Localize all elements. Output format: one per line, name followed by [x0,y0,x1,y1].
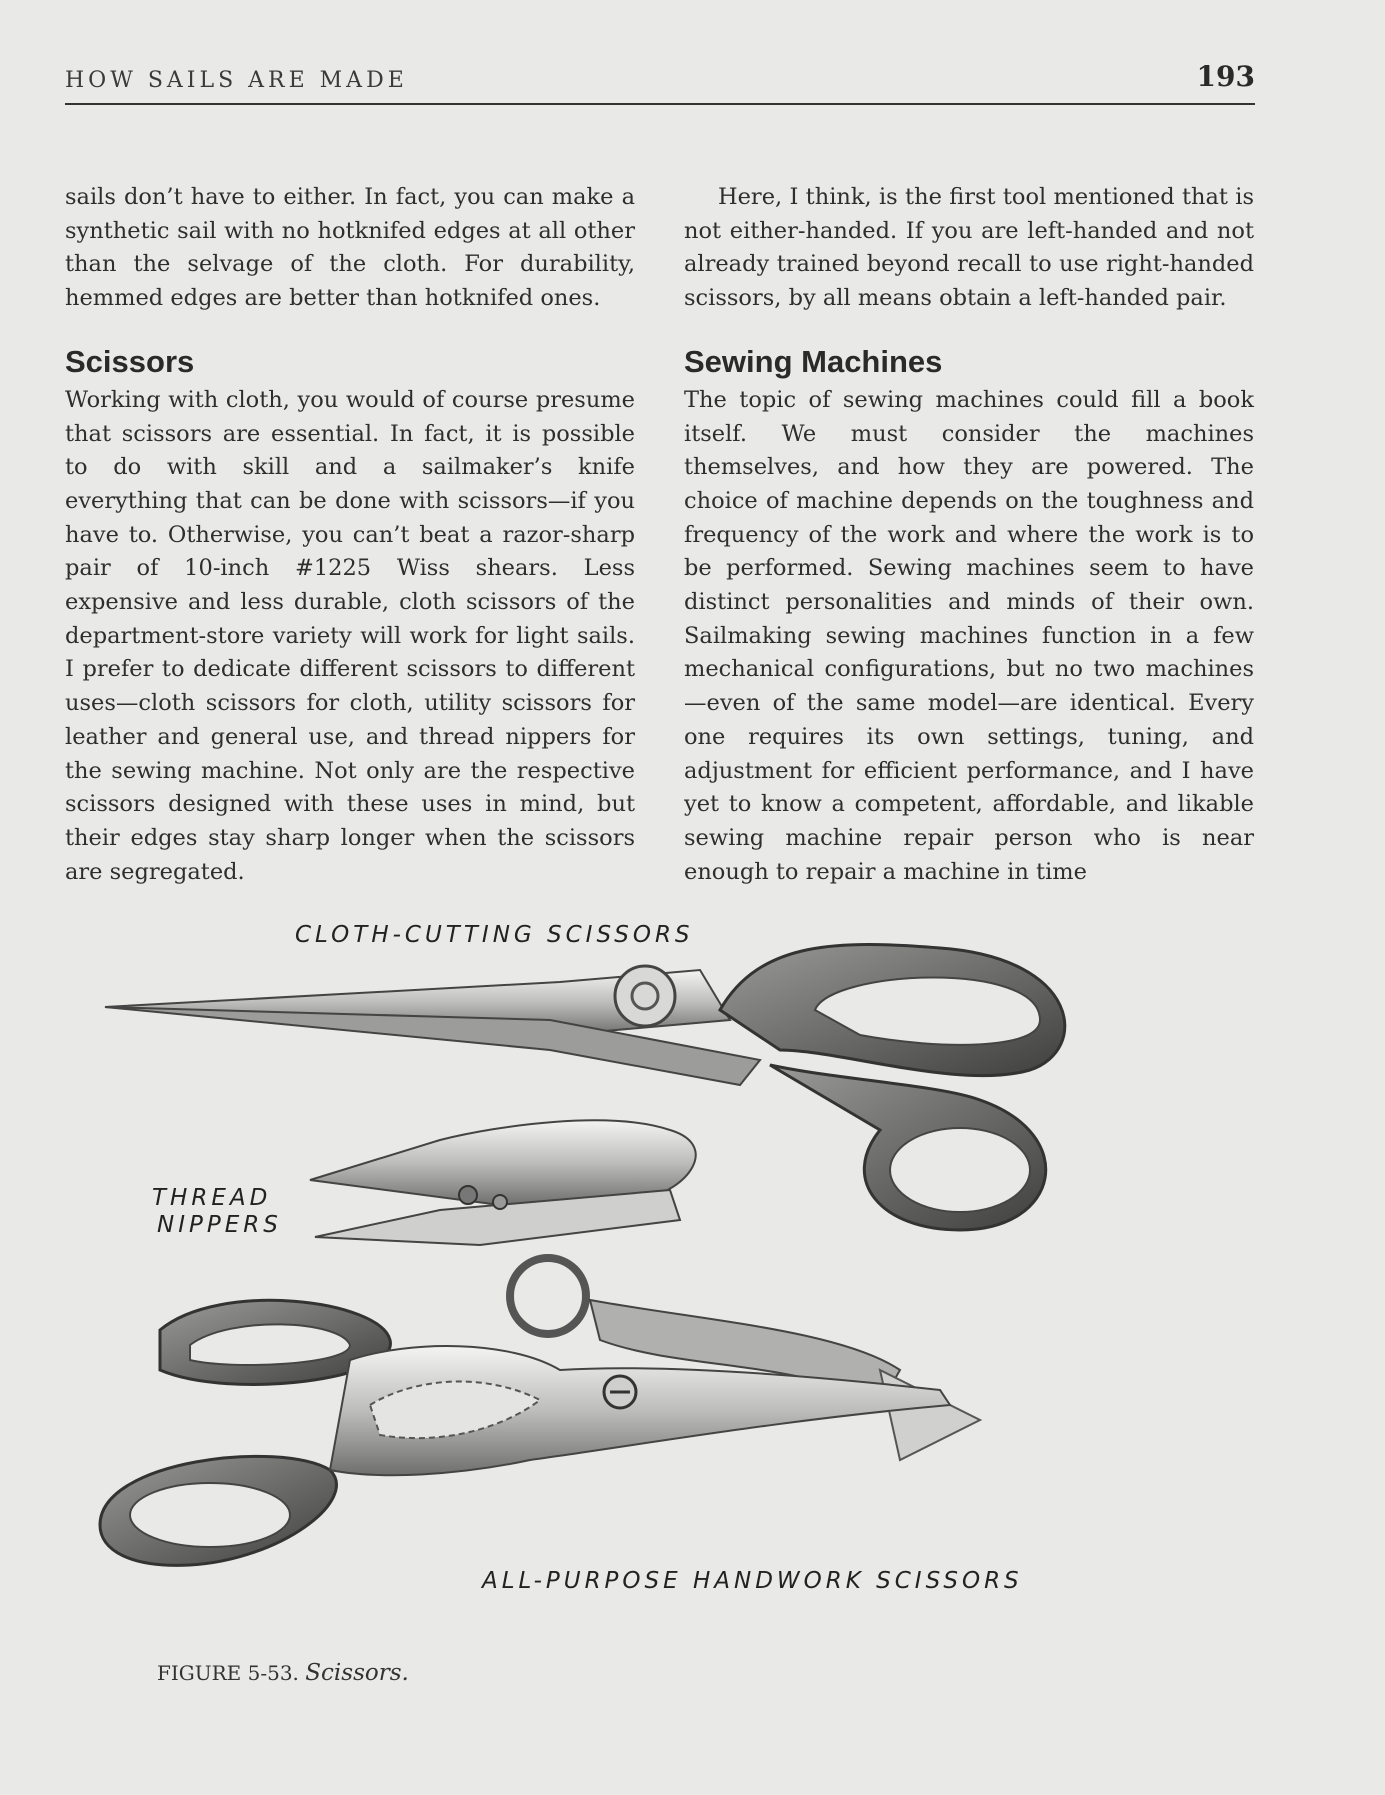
handwork-scissors-label: ALL-PURPOSE HANDWORK SCISSORS [482,1568,1023,1594]
left-intro-paragraph: sails don’t have to either. In fact, you can make a synthetic sail with no hotknifed edges at all other than the selvage of the cloth. For durability, hemmed edges are better than hotknifed ones. [65,184,635,312]
thread-nippers-label-line-1: THREAD [152,1185,272,1211]
thread-nippers-label-line-2: NIPPERS [157,1212,282,1238]
scissors-figure [80,900,1160,1600]
scissors-heading: Scissors [65,343,195,379]
cloth-cutting-scissors-label: CLOTH-CUTTING SCISSORS [295,922,694,948]
right-intro-paragraph: Here, I think, is the first tool mentioned that is not either-handed. If you are left-handed and not already trained beyond recall to use right-handed scissors, by all means obtain a left-handed pair. [684,184,1254,312]
scissors-paragraph: Working with cloth, you would of course presume that scissors are essential. In fact, it is possible to do with skill and a sailmaker’s knife everything that can be done with scissors—if you have to. Otherwise, you can’t beat a razor-sharp pair of 10-inch #1225 Wiss shears. Less expensive and less durable, cloth scissors of the department-store variety will work for light sails. I prefer to dedicate different scissors to different uses—cloth scissors for cloth, utility scissors for leather and general use, and thread nippers for the sewing machine. Not only are the respective scissors designed with these uses in mind, but their edges stay sharp longer when the scissors are segregated. [65,386,635,885]
running-head: HOW SAILS ARE MADE [65,68,408,93]
sewing-machines-heading: Sewing Machines [684,343,943,379]
figure-caption [157,1660,409,1686]
caption-number: FIGURE 5-53. [157,1661,299,1685]
left-column [65,181,635,889]
caption-title: Scissors. [305,1660,409,1686]
sewing-machines-paragraph: The topic of sewing machines could fill a book itself. We must consider the machines themselves, and how they are powered. The choice of machine depends on the toughness and frequency of the work and where the work is to be performed. Sewing machines seem to have distinct personalities and minds of their own. Sailmaking sewing machines function in a few mechanical configurations, but no two machines—even of the same model—are identical. Every one requires its own settings, tuning, and adjustment for efficient performance, and I have yet to know a competent, affordable, and likable sewing machine repair person who is near enough to repair a machine in time [684,386,1254,885]
header-rule [65,103,1255,105]
page-number: 193 [1196,60,1255,93]
right-column [684,181,1254,889]
scissors-illustration [80,900,1160,1600]
